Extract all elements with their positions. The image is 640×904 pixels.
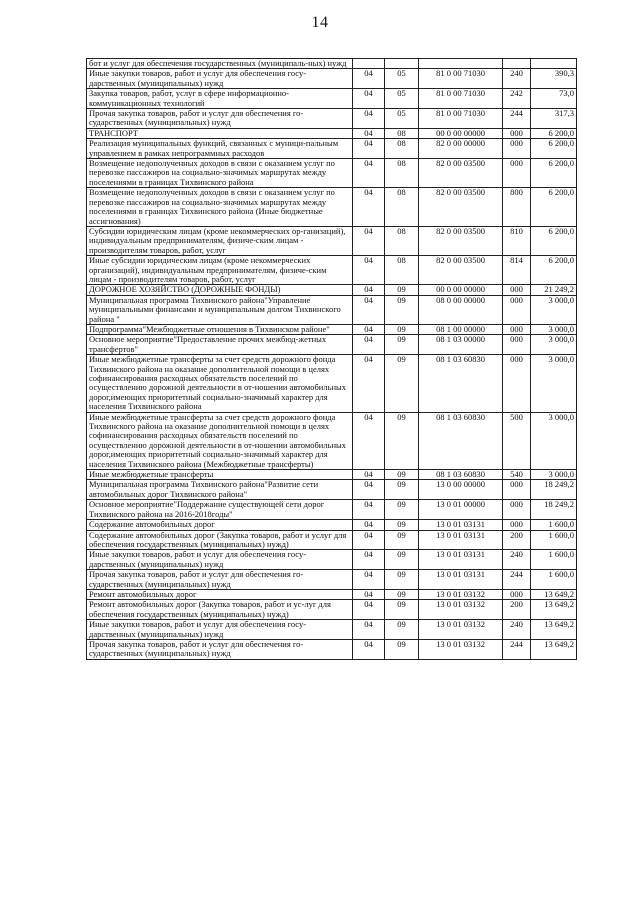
expense-name-cell: Реализация муниципальных функций, связанных с муници-пальным управлением в рамках непрограммных расходов — [87, 139, 353, 159]
amount-cell: 6 200,0 — [531, 256, 577, 285]
expense-type-cell: 000 — [503, 285, 531, 295]
target-article-cell: 00 0 00 00000 — [419, 285, 503, 295]
expense-name-cell: Иные межбюджетные трансферты за счет средств дорожного фонда Тихвинского района на оказание дополнительной помощи в целях софинансирования расходных обязательств поселений по осуществлению дорожной деятельности в от-ношении автомобильных дорог,имеющих приоритетный социально-значимый характер для населения Тихвинского района — [87, 355, 353, 412]
amount-cell: 13 649,2 — [531, 620, 577, 640]
amount-cell: 6 200,0 — [531, 188, 577, 227]
table-row — [87, 324, 577, 334]
table-row — [87, 89, 577, 109]
subsection-code-cell: 05 — [385, 89, 419, 109]
table-row — [87, 139, 577, 159]
table-row — [87, 128, 577, 138]
table-row — [87, 159, 577, 188]
table-row — [87, 550, 577, 570]
table-row — [87, 530, 577, 550]
table-row — [87, 256, 577, 285]
section-code-cell — [353, 59, 385, 69]
amount-cell: 3 000,0 — [531, 335, 577, 355]
budget-table — [86, 58, 577, 660]
target-article-cell: 13 0 01 03131 — [419, 520, 503, 530]
section-code-cell: 04 — [353, 620, 385, 640]
amount-cell: 13 649,2 — [531, 639, 577, 659]
table-row — [87, 570, 577, 590]
expense-name-cell: Иные субсидии юридическим лицам (кроме некоммерческих организаций), индивидуальным предпринимателям, физиче-ским лицам - производителям товаров, работ, услуг — [87, 256, 353, 285]
section-code-cell: 04 — [353, 159, 385, 188]
section-code-cell: 04 — [353, 139, 385, 159]
expense-name-cell: Прочая закупка товаров, работ и услуг для обеспечения го-сударственных (муниципальных) нужд — [87, 639, 353, 659]
page-number: 14 — [311, 14, 329, 31]
table-row — [87, 295, 577, 324]
amount-cell: 3 000,0 — [531, 355, 577, 412]
section-code-cell: 04 — [353, 639, 385, 659]
subsection-code-cell: 08 — [385, 226, 419, 255]
expense-name-cell: Иные закупки товаров, работ и услуг для обеспечения госу-дарственных (муниципальных) нужд — [87, 69, 353, 89]
amount-cell: 73,0 — [531, 89, 577, 109]
expense-name-cell: Содержание автомобильных дорог (Закупка товаров, работ и услуг для обеспечения государственных (муниципальных) нужд) — [87, 530, 353, 550]
expense-type-cell: 000 — [503, 159, 531, 188]
amount-cell — [531, 59, 577, 69]
expense-type-cell — [503, 59, 531, 69]
target-article-cell: 13 0 01 03132 — [419, 589, 503, 599]
subsection-code-cell: 09 — [385, 295, 419, 324]
subsection-code-cell: 09 — [385, 550, 419, 570]
expense-name-cell: Прочая закупка товаров, работ и услуг для обеспечения го-сударственных (муниципальных) нужд — [87, 109, 353, 129]
table-row — [87, 59, 577, 69]
expense-type-cell: 244 — [503, 639, 531, 659]
expense-type-cell: 200 — [503, 530, 531, 550]
amount-cell: 3 000,0 — [531, 412, 577, 469]
table-row — [87, 620, 577, 640]
section-code-cell: 04 — [353, 295, 385, 324]
expense-name-cell: Ремонт автомобильных дорог — [87, 589, 353, 599]
section-code-cell: 04 — [353, 570, 385, 590]
target-article-cell: 13 0 01 03131 — [419, 530, 503, 550]
section-code-cell: 04 — [353, 589, 385, 599]
expense-type-cell: 810 — [503, 226, 531, 255]
budget-table-body — [87, 59, 577, 660]
target-article-cell: 08 0 00 00000 — [419, 295, 503, 324]
subsection-code-cell: 09 — [385, 570, 419, 590]
expense-type-cell: 000 — [503, 139, 531, 159]
section-code-cell: 04 — [353, 128, 385, 138]
expense-name-cell: Иные закупки товаров, работ и услуг для обеспечения госу-дарственных (муниципальных) нужд — [87, 550, 353, 570]
expense-type-cell: 240 — [503, 620, 531, 640]
subsection-code-cell: 09 — [385, 335, 419, 355]
expense-type-cell: 240 — [503, 69, 531, 89]
target-article-cell — [419, 59, 503, 69]
target-article-cell: 13 0 01 03132 — [419, 600, 503, 620]
section-code-cell: 04 — [353, 550, 385, 570]
subsection-code-cell: 09 — [385, 639, 419, 659]
expense-type-cell: 000 — [503, 295, 531, 324]
amount-cell: 13 649,2 — [531, 589, 577, 599]
expense-name-cell: Субсидии юридическим лицам (кроме некоммерческих ор-ганизаций), индивидуальным предпринимателям, физиче-ским лицам - производителям товаров, работ, услуг — [87, 226, 353, 255]
target-article-cell: 82 0 00 00000 — [419, 139, 503, 159]
table-row — [87, 480, 577, 500]
expense-type-cell: 000 — [503, 335, 531, 355]
subsection-code-cell: 09 — [385, 480, 419, 500]
expense-name-cell: ТРАНСПОРТ — [87, 128, 353, 138]
amount-cell: 6 200,0 — [531, 226, 577, 255]
amount-cell: 1 600,0 — [531, 550, 577, 570]
expense-type-cell: 244 — [503, 109, 531, 129]
table-row — [87, 600, 577, 620]
subsection-code-cell: 09 — [385, 600, 419, 620]
section-code-cell: 04 — [353, 412, 385, 469]
section-code-cell: 04 — [353, 256, 385, 285]
expense-type-cell: 540 — [503, 470, 531, 480]
section-code-cell: 04 — [353, 480, 385, 500]
expense-name-cell: Основное мероприятие"Поддержание существующей сети дорог Тихвинского района на 2016-2018годы" — [87, 500, 353, 520]
table-row — [87, 639, 577, 659]
target-article-cell: 08 1 03 60830 — [419, 355, 503, 412]
expense-name-cell: Прочая закупка товаров, работ и услуг для обеспечения го-сударственных (муниципальных) нужд — [87, 570, 353, 590]
section-code-cell: 04 — [353, 355, 385, 412]
amount-cell: 6 200,0 — [531, 128, 577, 138]
expense-name-cell: Муниципальная программа Тихвинского района"Развитие сети автомобильных дорог Тихвинского района" — [87, 480, 353, 500]
subsection-code-cell: 09 — [385, 589, 419, 599]
section-code-cell: 04 — [353, 188, 385, 227]
amount-cell: 18 249,2 — [531, 480, 577, 500]
expense-type-cell: 000 — [503, 355, 531, 412]
subsection-code-cell: 08 — [385, 188, 419, 227]
target-article-cell: 81 0 00 71030 — [419, 109, 503, 129]
section-code-cell: 04 — [353, 324, 385, 334]
section-code-cell: 04 — [353, 530, 385, 550]
subsection-code-cell: 08 — [385, 256, 419, 285]
target-article-cell: 82 0 00 03500 — [419, 188, 503, 227]
amount-cell: 1 600,0 — [531, 570, 577, 590]
target-article-cell: 13 0 00 00000 — [419, 480, 503, 500]
target-article-cell: 08 1 03 60830 — [419, 412, 503, 469]
expense-type-cell: 242 — [503, 89, 531, 109]
expense-name-cell: Муниципальная программа Тихвинского района"Управление муниципальными финансами и муниципальным долгом Тихвинского района " — [87, 295, 353, 324]
amount-cell: 13 649,2 — [531, 600, 577, 620]
expense-name-cell: Возмещение недополученных доходов в связи с оказанием услуг по перевозке пассажиров на социально-значимых маршрутах между поселениями в границах Тихвинского района (Иные бюджетные ассигнования) — [87, 188, 353, 227]
expense-type-cell: 244 — [503, 570, 531, 590]
expense-type-cell: 000 — [503, 589, 531, 599]
section-code-cell: 04 — [353, 500, 385, 520]
amount-cell: 3 000,0 — [531, 470, 577, 480]
subsection-code-cell: 09 — [385, 285, 419, 295]
amount-cell: 6 200,0 — [531, 139, 577, 159]
subsection-code-cell: 08 — [385, 139, 419, 159]
expense-name-cell: Ремонт автомобильных дорог (Закупка товаров, работ и ус-луг для обеспечения государственных (муниципальных) нужд) — [87, 600, 353, 620]
section-code-cell: 04 — [353, 335, 385, 355]
subsection-code-cell: 09 — [385, 355, 419, 412]
amount-cell: 1 600,0 — [531, 530, 577, 550]
target-article-cell: 82 0 00 03500 — [419, 226, 503, 255]
target-article-cell: 13 0 01 03131 — [419, 570, 503, 590]
amount-cell: 18 249,2 — [531, 500, 577, 520]
section-code-cell: 04 — [353, 600, 385, 620]
expense-name-cell: Основное мероприятие"Предоставление прочих межбюд-жетных трансфертов" — [87, 335, 353, 355]
subsection-code-cell: 09 — [385, 500, 419, 520]
amount-cell: 6 200,0 — [531, 159, 577, 188]
table-row — [87, 500, 577, 520]
target-article-cell: 81 0 00 71030 — [419, 89, 503, 109]
subsection-code-cell: 08 — [385, 159, 419, 188]
table-row — [87, 520, 577, 530]
target-article-cell: 13 0 01 00000 — [419, 500, 503, 520]
subsection-code-cell: 09 — [385, 520, 419, 530]
target-article-cell: 81 0 00 71030 — [419, 69, 503, 89]
amount-cell: 317,3 — [531, 109, 577, 129]
subsection-code-cell: 08 — [385, 128, 419, 138]
expense-type-cell: 000 — [503, 520, 531, 530]
table-row — [87, 226, 577, 255]
amount-cell: 3 000,0 — [531, 324, 577, 334]
target-article-cell: 08 1 00 00000 — [419, 324, 503, 334]
section-code-cell: 04 — [353, 520, 385, 530]
table-row — [87, 109, 577, 129]
target-article-cell: 13 0 01 03132 — [419, 639, 503, 659]
expense-type-cell: 800 — [503, 188, 531, 227]
table-row — [87, 335, 577, 355]
amount-cell: 390,3 — [531, 69, 577, 89]
expense-name-cell: Иные межбюджетные трансферты — [87, 470, 353, 480]
expense-type-cell: 200 — [503, 600, 531, 620]
target-article-cell: 08 1 03 60830 — [419, 470, 503, 480]
target-article-cell: 82 0 00 03500 — [419, 256, 503, 285]
table-row — [87, 188, 577, 227]
expense-name-cell: Иные межбюджетные трансферты за счет средств дорожного фонда Тихвинского района на оказание дополнительной помощи в целях софинансирования расходных обязательств поселений по осуществлению дорожной деятельности в от-ношении автомобильных дорог,имеющих приоритетный социально-значимый характер для населения Тихвинского района (Межбюджетные трансферты) — [87, 412, 353, 469]
expense-type-cell: 240 — [503, 550, 531, 570]
expense-name-cell: ДОРОЖНОЕ ХОЗЯЙСТВО (ДОРОЖНЫЕ ФОНДЫ) — [87, 285, 353, 295]
expense-name-cell: Содержание автомобильных дорог — [87, 520, 353, 530]
target-article-cell: 00 0 00 00000 — [419, 128, 503, 138]
expense-type-cell: 000 — [503, 480, 531, 500]
table-row — [87, 69, 577, 89]
subsection-code-cell: 09 — [385, 470, 419, 480]
expense-type-cell: 000 — [503, 128, 531, 138]
expense-name-cell: Возмещение недополученных доходов в связи с оказанием услуг по перевозке пассажиров на социально-значимых маршрутах между поселениями в границах Тихвинского района — [87, 159, 353, 188]
section-code-cell: 04 — [353, 470, 385, 480]
expense-type-cell: 500 — [503, 412, 531, 469]
subsection-code-cell: 09 — [385, 324, 419, 334]
table-row — [87, 589, 577, 599]
section-code-cell: 04 — [353, 226, 385, 255]
amount-cell: 21 249,2 — [531, 285, 577, 295]
expense-type-cell: 000 — [503, 500, 531, 520]
table-row — [87, 355, 577, 412]
amount-cell: 1 600,0 — [531, 520, 577, 530]
target-article-cell: 13 0 01 03131 — [419, 550, 503, 570]
expense-name-cell: Закупка товаров, работ, услуг в сфере информационно-коммуникационных технологий — [87, 89, 353, 109]
section-code-cell: 04 — [353, 89, 385, 109]
expense-type-cell: 000 — [503, 324, 531, 334]
subsection-code-cell: 05 — [385, 69, 419, 89]
table-row — [87, 285, 577, 295]
subsection-code-cell: 09 — [385, 620, 419, 640]
section-code-cell: 04 — [353, 285, 385, 295]
table-row — [87, 412, 577, 469]
expense-name-cell: Иные закупки товаров, работ и услуг для обеспечения госу-дарственных (муниципальных) нужд — [87, 620, 353, 640]
section-code-cell: 04 — [353, 109, 385, 129]
subsection-code-cell: 09 — [385, 412, 419, 469]
subsection-code-cell: 09 — [385, 530, 419, 550]
expense-name-cell: бот и услуг для обеспечения государственных (муниципаль-ных) нужд — [87, 59, 353, 69]
subsection-code-cell — [385, 59, 419, 69]
target-article-cell: 82 0 00 03500 — [419, 159, 503, 188]
expense-name-cell: Подпрограмма"Межбюджетные отношения в Тихвинском районе" — [87, 324, 353, 334]
section-code-cell: 04 — [353, 69, 385, 89]
expense-type-cell: 814 — [503, 256, 531, 285]
table-row — [87, 470, 577, 480]
target-article-cell: 13 0 01 03132 — [419, 620, 503, 640]
target-article-cell: 08 1 03 00000 — [419, 335, 503, 355]
subsection-code-cell: 05 — [385, 109, 419, 129]
amount-cell: 3 000,0 — [531, 295, 577, 324]
